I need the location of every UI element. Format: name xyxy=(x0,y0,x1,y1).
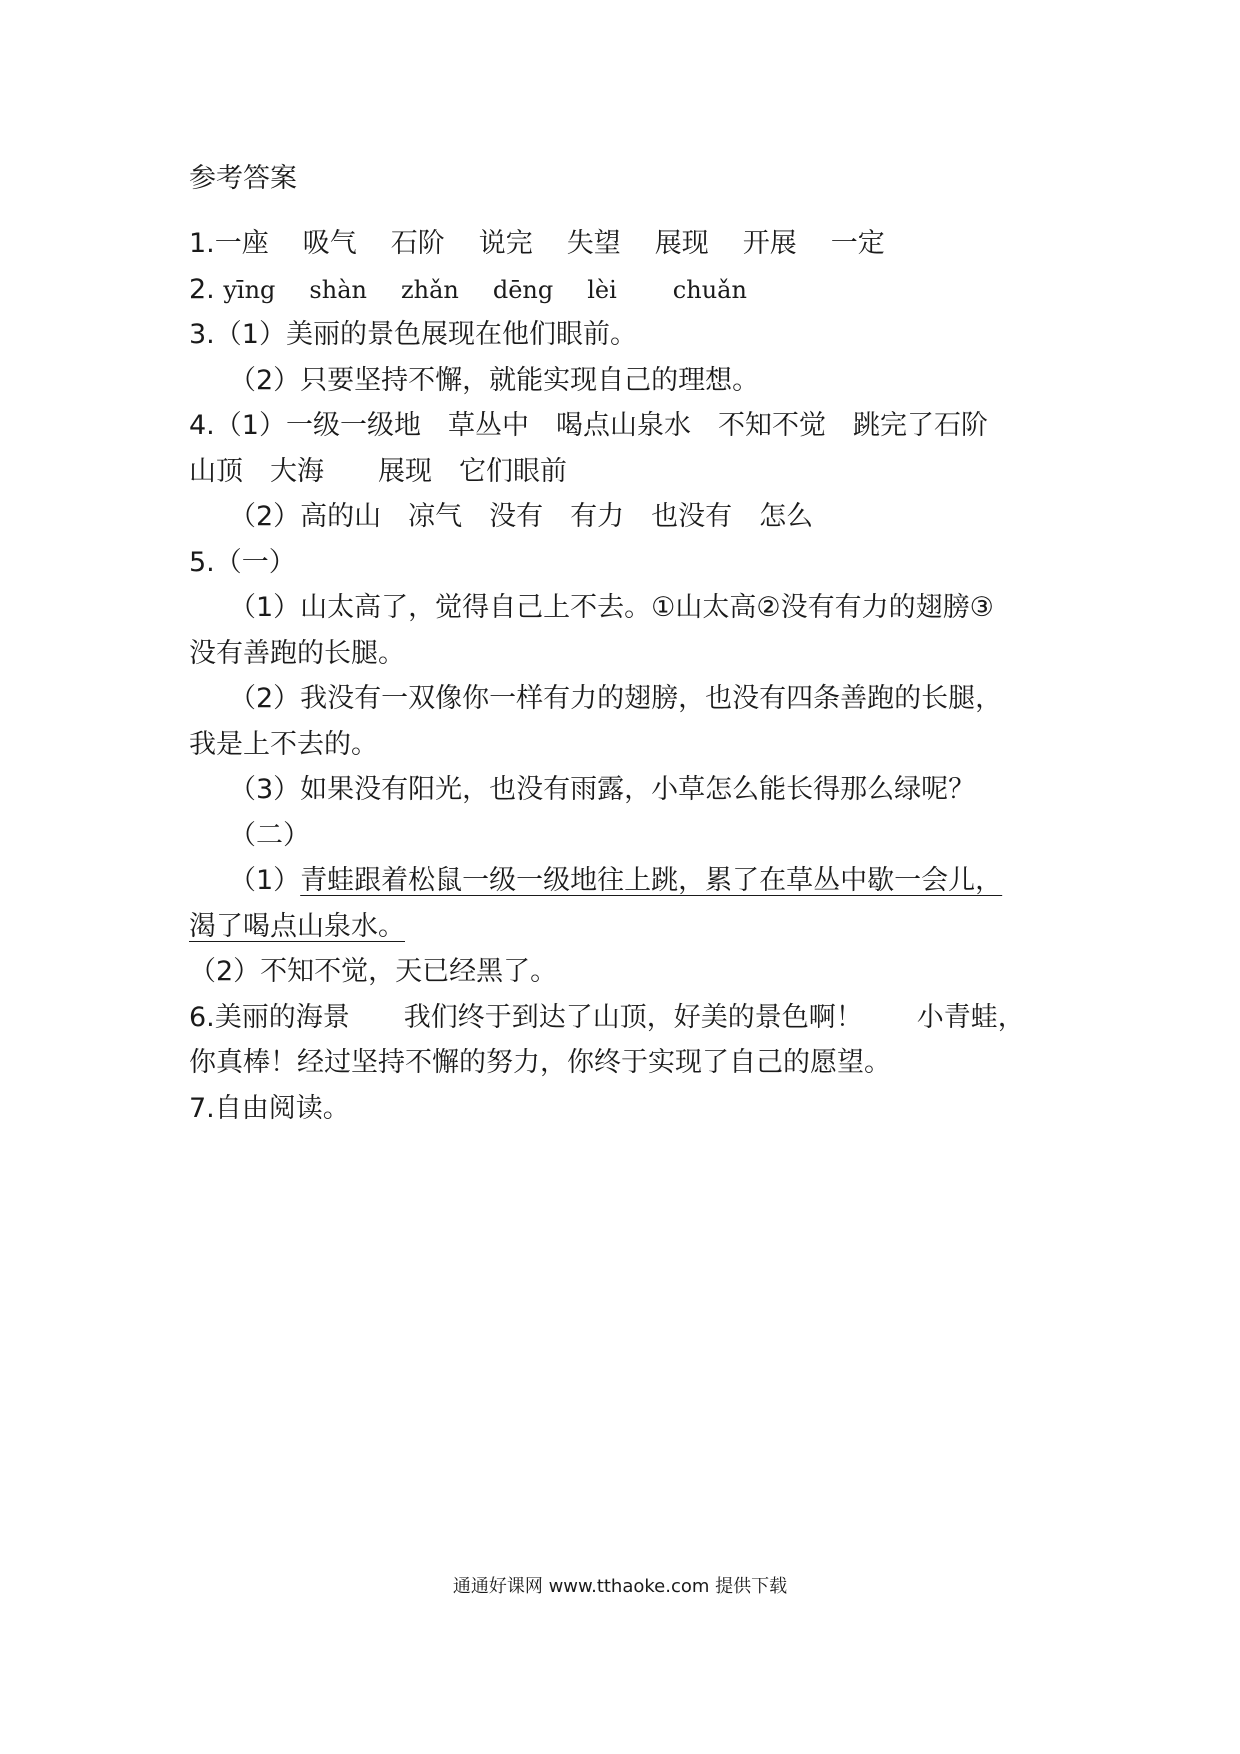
question-7-line: 7.自由阅读。 xyxy=(189,1092,350,1124)
underlined-answer: 渴了喝点山泉水。 xyxy=(189,910,405,942)
answer-word: 一定 xyxy=(830,228,885,259)
question-5-line xyxy=(189,858,1069,904)
answer-word: 失望 xyxy=(566,228,621,259)
answer-prefix: （1） xyxy=(229,865,301,896)
pinyin-answer: chuǎn xyxy=(672,275,747,304)
underlined-answer: 青蛙跟着松鼠一级一级地往上跳，累了在草丛中歇一会儿， xyxy=(300,865,1003,896)
question-3-line: 3.（1）美丽的景色展现在他们眼前。 xyxy=(189,319,637,350)
pinyin-answer: shàn xyxy=(309,275,367,304)
page-title: 参考答案 xyxy=(189,163,297,194)
question-6-line: 6.美丽的海景 我们终于到达了山顶，好美的景色啊！ 小青蛙， xyxy=(189,1001,1025,1033)
question-number: 1. xyxy=(189,228,215,259)
pinyin-answer: yīng xyxy=(223,275,276,304)
question-4-line: 山顶 大海 展现 它们眼前 xyxy=(189,455,567,487)
answer-word: 展现 xyxy=(654,228,709,259)
question-1-answers xyxy=(189,221,1069,267)
pinyin-answer: dēng xyxy=(492,275,554,304)
question-5-line: （2）不知不觉，天已经黑了。 xyxy=(189,956,558,987)
question-4-line: 4.（1）一级一级地 草丛中 喝点山泉水 不知不觉 跳完了石阶 xyxy=(189,410,988,441)
question-3-line: （2）只要坚持不懈，就能实现自己的理想。 xyxy=(229,364,760,396)
answer-word: 一座 xyxy=(214,228,269,259)
pinyin-answer: lèi xyxy=(587,275,617,304)
pinyin-answer: zhǎn xyxy=(400,275,459,304)
question-number: 2. xyxy=(189,273,215,305)
question-5-line: 没有善跑的长腿。 xyxy=(189,637,405,669)
answer-word: 石阶 xyxy=(390,228,445,259)
question-2-answers xyxy=(189,267,1069,313)
question-5-line: （3）如果没有阳光，也没有雨露，小草怎么能长得那么绿呢？ xyxy=(229,774,976,805)
answer-body xyxy=(189,221,1069,1131)
question-6-line: 你真棒！经过坚持不懈的努力，你终于实现了自己的愿望。 xyxy=(189,1047,891,1078)
answer-word: 吸气 xyxy=(302,228,357,259)
answer-word: 开展 xyxy=(742,228,797,259)
question-5-line xyxy=(189,904,1069,950)
question-5-line: 我是上不去的。 xyxy=(189,728,378,760)
question-4-line: （2）高的山 凉气 没有 有力 也没有 怎么 xyxy=(229,501,814,532)
answer-word: 说完 xyxy=(478,228,533,259)
page-footer: 通通好课网 www.tthaoke.com 提供下载 xyxy=(452,1576,788,1597)
question-5-line: （2）我没有一双像你一样有力的翅膀，也没有四条善跑的长腿， xyxy=(229,683,1003,714)
question-5-heading: 5.（一） xyxy=(189,546,296,578)
question-5-line: （1）山太高了，觉得自己上不去。①山太高②没有有力的翅膀③ xyxy=(229,592,994,623)
question-5-part-heading: （二） xyxy=(229,819,310,851)
